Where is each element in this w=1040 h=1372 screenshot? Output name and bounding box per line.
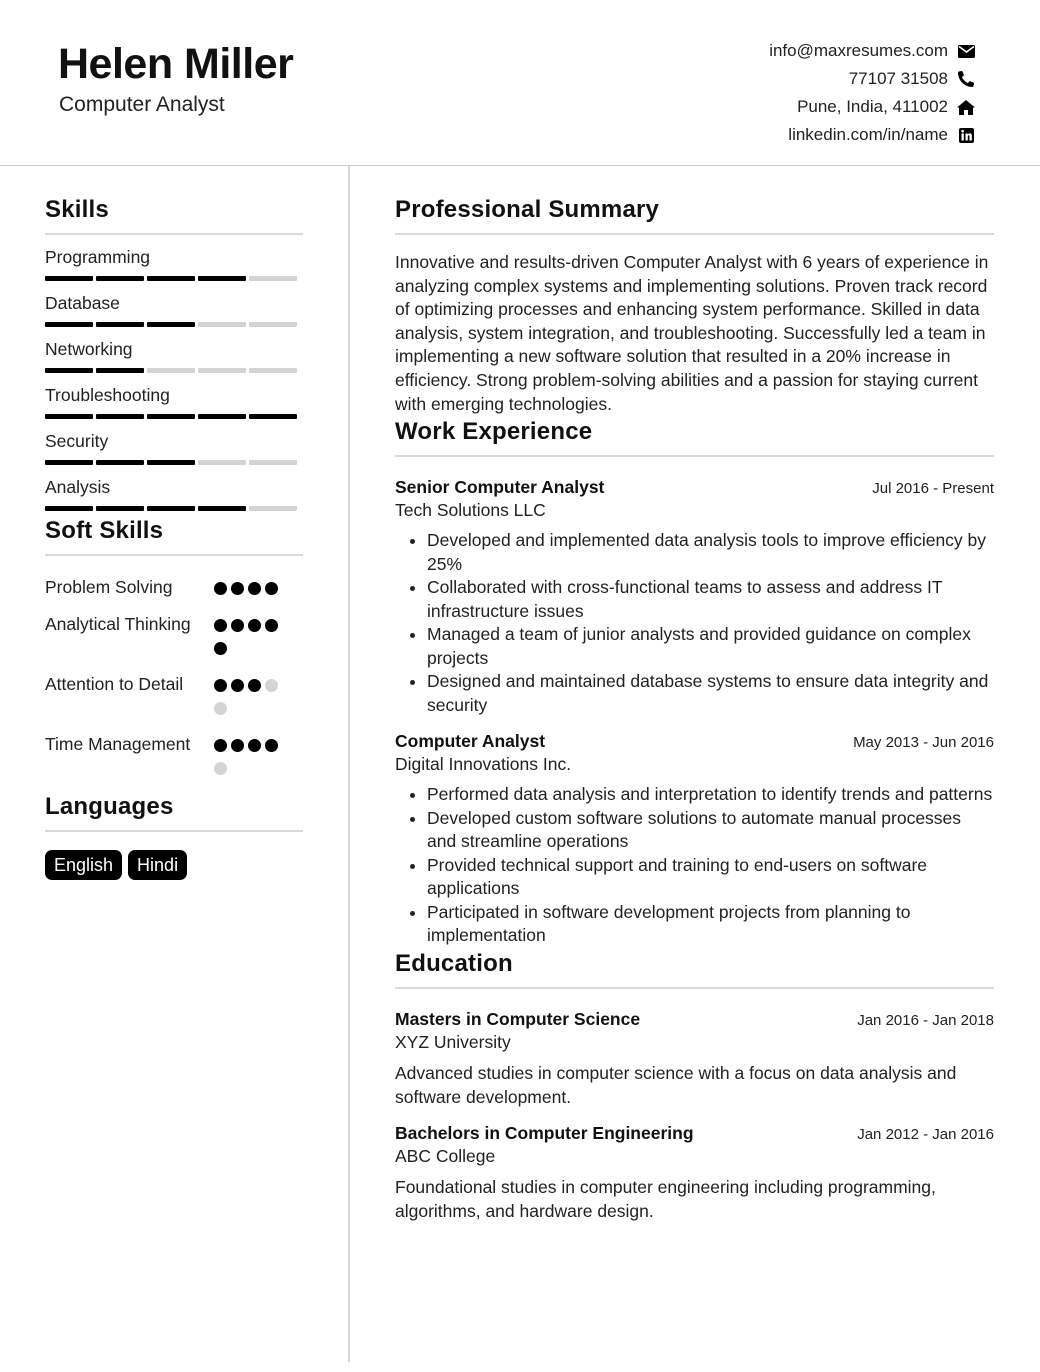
soft-skill-rating [214, 673, 294, 725]
skill-level-segment [147, 414, 195, 419]
skill-level-segment [96, 368, 144, 373]
school-name: XYZ University [395, 1031, 511, 1052]
soft-skills-heading: Soft Skills [45, 517, 303, 556]
skill-level-bar [45, 322, 303, 327]
skill-label: Troubleshooting [45, 385, 170, 405]
job-title: Computer Analyst [395, 731, 546, 752]
skill-level-segment [249, 460, 297, 465]
skill-level-segment [198, 276, 246, 281]
skill-item [45, 292, 303, 327]
skill-level-segment [198, 414, 246, 419]
contact-email-text: info@maxresumes.com [769, 41, 948, 60]
skill-label: Analysis [45, 477, 111, 497]
contact-address [769, 93, 976, 121]
resume-header [0, 0, 1040, 166]
job-entry [395, 731, 994, 948]
skill-label: Networking [45, 339, 133, 359]
left-column [45, 196, 303, 880]
column-divider [348, 166, 350, 1362]
school-name: ABC College [395, 1145, 496, 1166]
contact-phone-text: 77107 31508 [848, 69, 948, 88]
rating-dot [265, 619, 278, 632]
rating-dot [248, 679, 261, 692]
skill-item [45, 430, 303, 465]
job-entry [395, 477, 994, 717]
skill-label: Database [45, 293, 120, 313]
rating-dot [265, 739, 278, 752]
rating-dot [214, 582, 227, 595]
job-bullets [395, 783, 994, 948]
job-bullet: • Developed and implemented data analysis tools to improve efficiency by 25% [427, 529, 994, 576]
job-dates: May 2013 - Jun 2016 [853, 734, 994, 752]
skill-level-segment [96, 276, 144, 281]
job-bullets [395, 529, 994, 717]
degree-dates: Jan 2012 - Jan 2016 [857, 1125, 994, 1143]
skill-level-segment [96, 506, 144, 511]
degree-dates: Jan 2016 - Jan 2018 [857, 1011, 994, 1029]
education-entry [395, 1009, 994, 1109]
rating-dot [214, 642, 227, 655]
skill-level-bar [45, 368, 303, 373]
skill-item [45, 476, 303, 511]
rating-dot [265, 679, 278, 692]
rating-dot [231, 679, 244, 692]
soft-skill-label: Attention to Detail [45, 674, 184, 694]
skill-level-segment [45, 460, 93, 465]
skill-item [45, 246, 303, 281]
linkedin-icon [956, 126, 976, 144]
education-entry [395, 1123, 994, 1223]
skill-level-segment [45, 414, 93, 419]
skill-level-segment [45, 368, 93, 373]
skill-level-segment [45, 276, 93, 281]
summary-heading: Professional Summary [395, 196, 994, 235]
language-tag: Hindi [128, 850, 187, 880]
skill-level-segment [96, 322, 144, 327]
skill-level-segment [96, 414, 144, 419]
right-column [395, 196, 994, 1223]
degree-description: Foundational studies in computer engineering including programming, algorithms, and hardware design. [395, 1176, 936, 1221]
skill-level-segment [249, 506, 297, 511]
phone-icon [956, 70, 976, 88]
rating-dot [214, 762, 227, 775]
degree-title: Bachelors in Computer Engineering [395, 1122, 694, 1143]
skill-level-segment [249, 414, 297, 419]
skill-level-bar [45, 506, 303, 511]
degree-title: Masters in Computer Science [395, 1008, 641, 1029]
contact-linkedin-text: linkedin.com/in/name [788, 125, 948, 144]
home-icon [956, 98, 976, 116]
envelope-icon [956, 42, 976, 60]
job-bullet: • Managed a team of junior analysts and provided guidance on complex projects [427, 623, 994, 670]
language-tag: English [45, 850, 122, 880]
skill-level-segment [45, 322, 93, 327]
contact-linkedin[interactable] [769, 121, 976, 149]
skill-level-segment [147, 276, 195, 281]
rating-dot [248, 739, 261, 752]
job-bullet: • Provided technical support and training to end-users on software applications [427, 854, 994, 901]
skill-level-segment [249, 368, 297, 373]
contact-phone[interactable] [769, 65, 976, 93]
job-dates: Jul 2016 - Present [872, 480, 994, 498]
skill-item [45, 338, 303, 373]
candidate-name: Helen Miller [58, 40, 294, 88]
job-bullet: • Participated in software development projects from planning to implementation [427, 901, 994, 948]
degree-description: Advanced studies in computer science with a focus on data analysis and software development. [395, 1062, 957, 1107]
skill-level-segment [198, 460, 246, 465]
soft-skills-list [45, 576, 303, 785]
rating-dot [214, 739, 227, 752]
skill-level-segment [147, 506, 195, 511]
skill-item [45, 384, 303, 419]
soft-skill-label: Analytical Thinking [45, 614, 191, 634]
rating-dot [265, 582, 278, 595]
rating-dot [248, 619, 261, 632]
rating-dot [231, 619, 244, 632]
skill-level-segment [96, 460, 144, 465]
rating-dot [214, 702, 227, 715]
soft-skill-rating [214, 576, 294, 605]
skill-level-segment [249, 276, 297, 281]
skill-level-bar [45, 414, 303, 419]
skill-label: Security [45, 431, 109, 451]
skill-level-segment [198, 506, 246, 511]
rating-dot [214, 619, 227, 632]
soft-skill-item [45, 673, 303, 725]
skills-list [45, 246, 303, 511]
languages-list [45, 850, 303, 880]
job-company: Tech Solutions LLC [395, 500, 546, 521]
skill-level-segment [45, 506, 93, 511]
skill-level-bar [45, 276, 303, 281]
skill-level-segment [147, 322, 195, 327]
job-title: Senior Computer Analyst [395, 477, 605, 498]
soft-skill-label: Time Management [45, 734, 191, 754]
experience-heading: Work Experience [395, 418, 994, 457]
rating-dot [231, 739, 244, 752]
rating-dot [248, 582, 261, 595]
rating-dot [231, 582, 244, 595]
job-company: Digital Innovations Inc. [395, 754, 572, 775]
skill-level-bar [45, 460, 303, 465]
skill-level-segment [147, 460, 195, 465]
skill-level-segment [198, 368, 246, 373]
skill-level-segment [147, 368, 195, 373]
job-bullet: • Developed custom software solutions to automate manual processes and streamline operations [427, 807, 994, 854]
skill-label: Programming [45, 247, 151, 267]
skill-level-segment [249, 322, 297, 327]
job-bullet: • Collaborated with cross-functional teams to assess and address IT infrastructure issues [427, 576, 994, 623]
soft-skill-item [45, 733, 303, 785]
soft-skill-item [45, 576, 303, 605]
soft-skill-label: Problem Solving [45, 577, 173, 597]
contact-email[interactable] [769, 37, 976, 65]
summary-text: Innovative and results-driven Computer Analyst with 6 years of experience in analyzing complex systems and implementing solutions. Proven track record of optimizing processes and enhancing system performance. Skilled in data analysis, system integration, and troubleshooting. Successfully led a team in implementing a new software solution that resulted in a 20% increase in efficiency. Strong problem-solving abilities and a passion for staying current with emerging technologies. [395, 252, 989, 414]
soft-skill-rating [214, 733, 294, 785]
soft-skill-rating [214, 613, 294, 665]
soft-skill-item [45, 613, 303, 665]
contact-list [769, 37, 976, 149]
skill-level-segment [198, 322, 246, 327]
education-heading: Education [395, 950, 994, 989]
candidate-role: Computer Analyst [59, 93, 225, 116]
job-bullet: • Designed and maintained database systems to ensure data integrity and security [427, 670, 994, 717]
skills-heading: Skills [45, 196, 303, 235]
languages-heading: Languages [45, 793, 303, 832]
job-bullet: • Performed data analysis and interpretation to identify trends and patterns [427, 783, 994, 807]
contact-address-text: Pune, India, 411002 [797, 97, 948, 116]
rating-dot [214, 679, 227, 692]
